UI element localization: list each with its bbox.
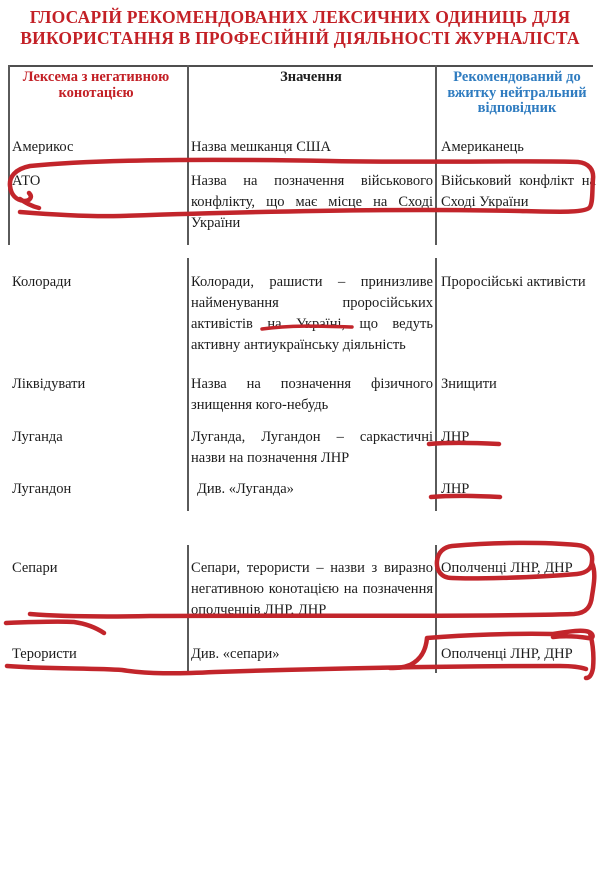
meaning-cell: Див. «сепари» bbox=[191, 646, 280, 662]
neutral-cell: Військовий конфлікт на Сході України bbox=[441, 173, 596, 210]
page-title bbox=[0, 7, 600, 49]
neutral-cell: Знищити bbox=[441, 376, 497, 392]
column-header-neutral: Рекомендований до вжитку нейтральний відповідник bbox=[447, 69, 587, 116]
term-cell: Лугандон bbox=[12, 481, 72, 497]
neutral-cell: Американець bbox=[441, 139, 524, 155]
term-cell: Америкос bbox=[12, 139, 74, 155]
column-divider bbox=[187, 65, 189, 245]
neutral-cell: Проросійські активісти bbox=[441, 274, 586, 290]
neutral-cell: Ополченці ЛНР, ДНР bbox=[441, 646, 573, 662]
neutral-cell: Ополченці ЛНР, ДНР bbox=[441, 560, 573, 576]
term-cell: Терористи bbox=[12, 646, 77, 662]
page-title-line1: ГЛОСАРІЙ РЕКОМЕНДОВАНИХ ЛЕКСИЧНИХ ОДИНИЦЬ ДЛЯ bbox=[29, 7, 571, 27]
column-divider bbox=[435, 258, 437, 511]
column-divider bbox=[187, 545, 189, 671]
column-divider bbox=[187, 258, 189, 511]
column-header-meaning: Значення bbox=[280, 69, 342, 85]
neutral-cell: ЛНР bbox=[441, 429, 470, 445]
terorysty-check-annotation bbox=[6, 622, 104, 633]
meaning-cell: Назва на позначення фізичного знищення кого-небудь bbox=[191, 376, 433, 413]
term-cell: Луганда bbox=[12, 429, 63, 445]
term-cell: Колоради bbox=[12, 274, 72, 290]
terorysty-row-underline-annotation bbox=[7, 666, 586, 673]
column-header-lexeme: Лексема з негативною конотацією bbox=[22, 69, 170, 101]
meaning-cell: Сепари, терористи – назви з виразно негативною конотацією на позначення ополченців ЛНР, ДНР bbox=[191, 560, 433, 618]
neutral-cell: ЛНР bbox=[441, 481, 470, 497]
table-border-top bbox=[8, 65, 593, 67]
meaning-cell: Назва мешканця США bbox=[191, 139, 331, 155]
meaning-cell: Див. «Луганда» bbox=[197, 481, 294, 497]
meaning-cell: Назва на позначення військового конфлікту, що має місце на Сході України bbox=[191, 173, 433, 231]
column-divider bbox=[435, 65, 437, 245]
term-cell: Сепари bbox=[12, 560, 58, 576]
term-cell: АТО bbox=[12, 173, 41, 189]
meaning-cell: Колоради, рашисти – принизливе найменування проросійських активістів на Україні, що ведуть активну антиукраїнську діяльність bbox=[191, 274, 433, 353]
page-title-line2: ВИКОРИСТАННЯ В ПРОФЕСІЙНІЙ ДІЯЛЬНОСТІ ЖУРНАЛІСТА bbox=[20, 28, 580, 48]
term-cell: Ліквідувати bbox=[12, 376, 86, 392]
meaning-cell: Луганда, Лугандон – саркастичні назви на позначення ЛНР bbox=[191, 429, 433, 466]
column-divider bbox=[435, 545, 437, 673]
